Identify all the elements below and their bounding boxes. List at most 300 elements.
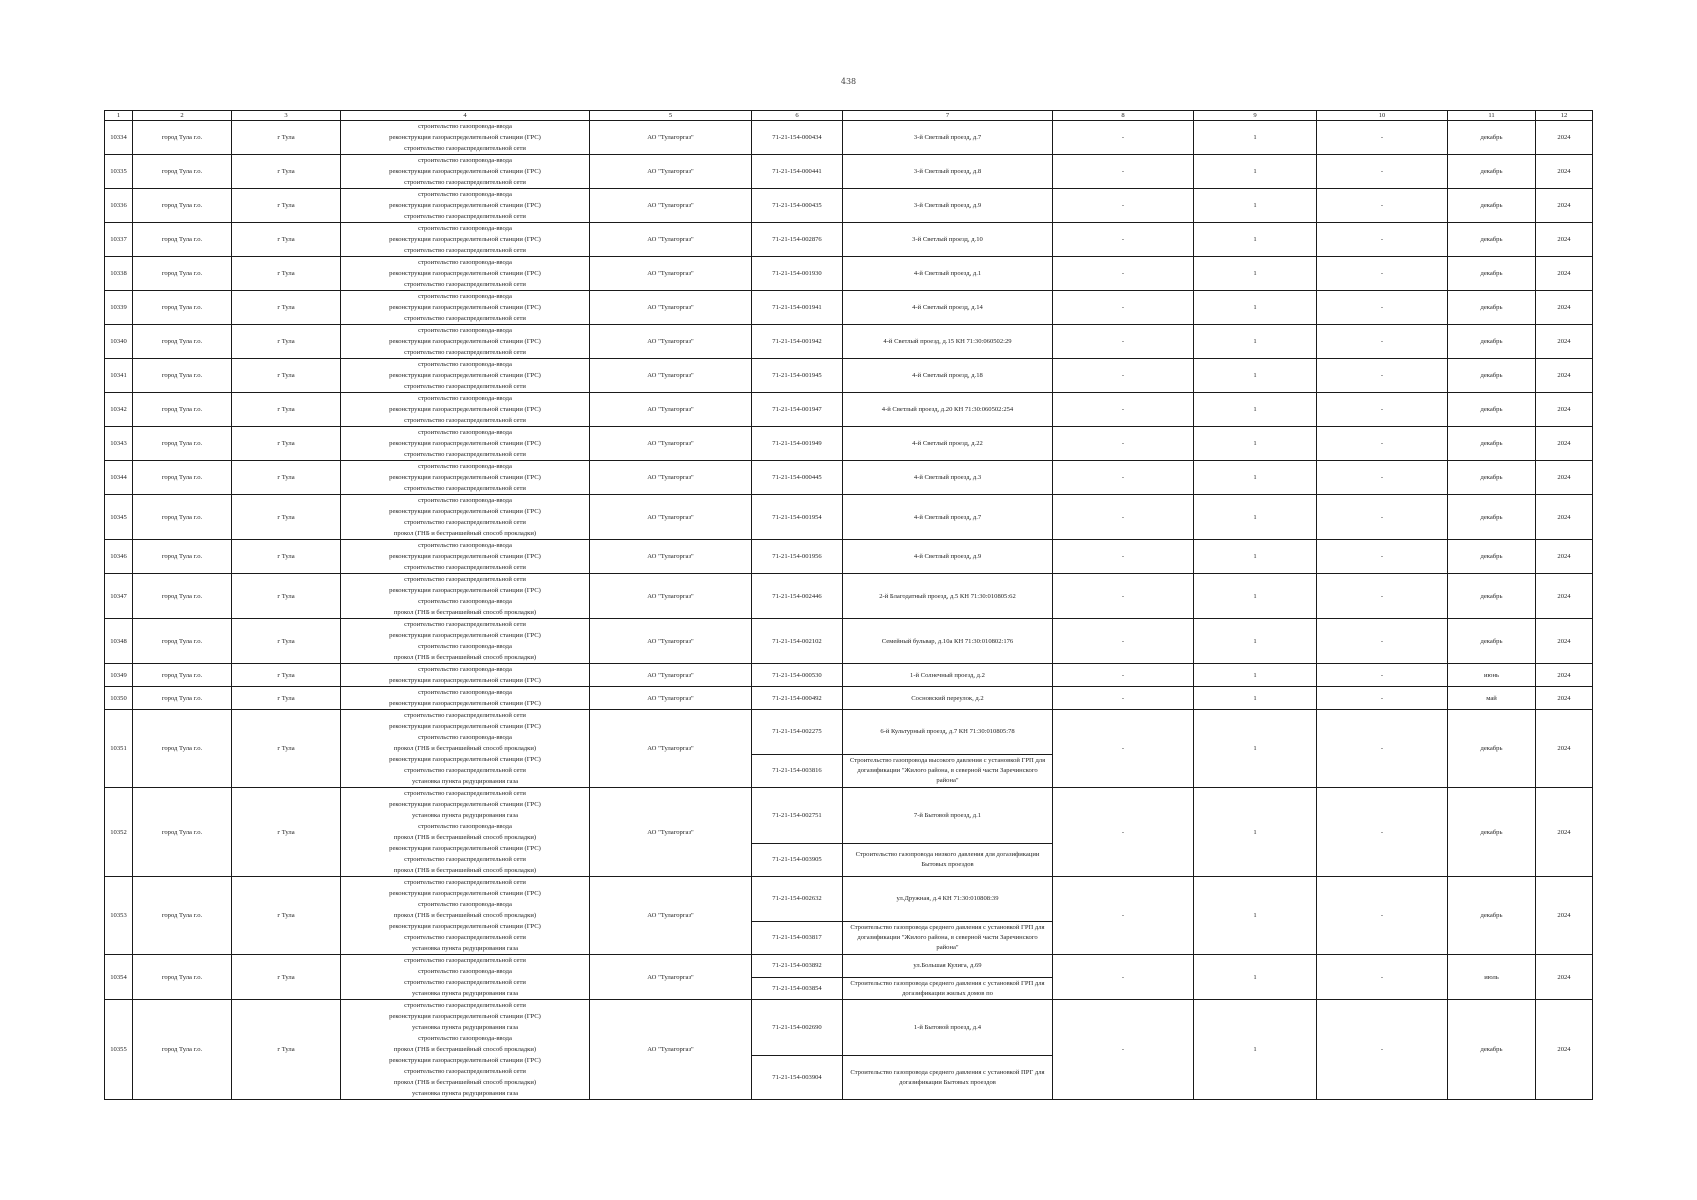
work-item: строительство газораспределительной сети: [404, 417, 526, 424]
municipality: город Тула г.о.: [133, 540, 232, 574]
work-item: установка пункта редуцирования газа: [411, 945, 519, 952]
work-item: прокол (ГНБ и бестраншейный способ прокладки): [393, 867, 537, 874]
works-list: [341, 687, 590, 710]
col-9-value: 1: [1194, 877, 1317, 955]
work-item: прокол (ГНБ и бестраншейный способ прокладки): [393, 1079, 537, 1086]
work-item: реконструкция газораспределительной станции (ГРС): [389, 168, 541, 175]
completion-year: 2024: [1536, 664, 1593, 687]
work-item: строительство газопровода-ввода: [418, 666, 512, 673]
municipality: город Тула г.о.: [133, 427, 232, 461]
col-10-value: -: [1317, 155, 1448, 189]
work-item: реконструкция газораспределительной станции (ГРС): [389, 270, 541, 277]
work-item: реконструкция газораспределительной станции (ГРС): [389, 700, 541, 707]
work-item: строительство газораспределительной сети: [404, 957, 526, 964]
object-code-stack: [752, 788, 842, 876]
work-item: строительство газораспределительной сети: [404, 519, 526, 526]
col-8-value: -: [1053, 155, 1194, 189]
row-number: 10334: [105, 121, 133, 155]
settlement: г Тула: [232, 788, 341, 877]
work-item: строительство газопровода-ввода: [418, 123, 512, 130]
completion-month: июль: [1448, 955, 1536, 1000]
object-code: 71-21-154-002876: [752, 223, 843, 257]
table-row: [105, 325, 1593, 359]
work-item: прокол (ГНБ и бестраншейный способ прокладки): [393, 530, 537, 537]
object-address-stack: [843, 1000, 1052, 1099]
municipality: город Тула г.о.: [133, 877, 232, 955]
col-10-value: -: [1317, 495, 1448, 540]
work-item: реконструкция газораспределительной станции (ГРС): [389, 134, 541, 141]
work-item: реконструкция газораспределительной станции (ГРС): [389, 553, 541, 560]
table-row: [105, 155, 1593, 189]
completion-month: июнь: [1448, 664, 1536, 687]
table-row: [105, 121, 1593, 155]
table-row: [105, 664, 1593, 687]
completion-year: 2024: [1536, 877, 1593, 955]
object-code: 71-21-154-000445: [752, 461, 843, 495]
object-address-cell: [843, 955, 1053, 1000]
object-address: Строительство газопровода низкого давления для догазификации Бытовых проездов: [843, 843, 1052, 876]
object-code-stack: [752, 877, 842, 954]
gas-works-table: [104, 110, 1593, 1100]
organization: АО "Тулагоргаз": [590, 427, 752, 461]
col-9-value: 1: [1194, 788, 1317, 877]
object-code: 71-21-154-002690: [772, 1023, 822, 1031]
header-col-11: 11: [1448, 111, 1536, 121]
work-item: реконструкция газораспределительной станции (ГРС): [389, 845, 541, 852]
municipality: город Тула г.о.: [133, 664, 232, 687]
col-9-value: 1: [1194, 325, 1317, 359]
object-address: 4-й Светлый проезд, д.7: [843, 495, 1053, 540]
row-number: 10335: [105, 155, 133, 189]
row-number: 10344: [105, 461, 133, 495]
work-item: строительство газопровода-ввода: [418, 689, 512, 696]
works-list: [341, 574, 590, 619]
work-item: реконструкция газораспределительной станции (ГРС): [389, 236, 541, 243]
col-8-value: -: [1053, 121, 1194, 155]
municipality: город Тула г.о.: [133, 359, 232, 393]
object-address: 3-й Светлый проезд, д.8: [843, 155, 1053, 189]
work-item: реконструкция газораспределительной станции (ГРС): [389, 440, 541, 447]
object-address: 7-й Бытовой проезд, д.1: [913, 811, 982, 819]
object-code: 71-21-154-003905: [752, 843, 842, 876]
col-10-value: -: [1317, 710, 1448, 788]
col-10-value: -: [1317, 574, 1448, 619]
object-address: 4-й Светлый проезд, д.14: [843, 291, 1053, 325]
settlement: г Тула: [232, 359, 341, 393]
municipality: город Тула г.о.: [133, 189, 232, 223]
col-9-value: 1: [1194, 687, 1317, 710]
table-row: [105, 619, 1593, 664]
row-number: 10346: [105, 540, 133, 574]
table-row: [105, 461, 1593, 495]
col-10-value: -: [1317, 540, 1448, 574]
municipality: город Тула г.о.: [133, 257, 232, 291]
object-address: 3-й Светлый проезд, д.10: [843, 223, 1053, 257]
work-item: строительство газопровода-ввода: [418, 643, 512, 650]
row-number: 10340: [105, 325, 133, 359]
municipality: город Тула г.о.: [133, 1000, 232, 1100]
completion-month: декабрь: [1448, 574, 1536, 619]
work-item: строительство газопровода-ввода: [418, 901, 512, 908]
settlement: г Тула: [232, 574, 341, 619]
completion-year: 2024: [1536, 257, 1593, 291]
object-address: 4-й Светлый проезд, д.18: [843, 359, 1053, 393]
organization: АО "Тулагоргаз": [590, 393, 752, 427]
object-code: 71-21-154-002446: [752, 574, 843, 619]
work-item: реконструкция газораспределительной станции (ГРС): [389, 801, 541, 808]
work-item: строительство газораспределительной сети: [404, 790, 526, 797]
header-col-1: 1: [105, 111, 133, 121]
col-10-value: -: [1317, 359, 1448, 393]
completion-year: 2024: [1536, 427, 1593, 461]
organization: АО "Тулагоргаз": [590, 687, 752, 710]
works-list: [341, 121, 590, 155]
object-address: 1-й Солнечный проезд, д.2: [843, 664, 1053, 687]
completion-month: декабрь: [1448, 461, 1536, 495]
object-address: Строительство газопровода среднего давления с установкой ПРГ для догазификации Бытовых проездов: [843, 1055, 1052, 1099]
work-item: строительство газораспределительной сети: [404, 1068, 526, 1075]
header-col-5: 5: [590, 111, 752, 121]
completion-year: 2024: [1536, 291, 1593, 325]
object-code: 71-21-154-001942: [752, 325, 843, 359]
organization: АО "Тулагоргаз": [590, 664, 752, 687]
object-address: 2-й Благодатный проезд, д.5 КН 71:30:010805:62: [843, 574, 1053, 619]
table-row: [105, 1000, 1593, 1100]
completion-month: декабрь: [1448, 427, 1536, 461]
work-item: строительство газораспределительной сети: [404, 247, 526, 254]
col-10-value: -: [1317, 687, 1448, 710]
settlement: г Тула: [232, 710, 341, 788]
col-9-value: 1: [1194, 955, 1317, 1000]
settlement: г Тула: [232, 540, 341, 574]
object-code: 71-21-154-002275: [772, 728, 822, 735]
work-item: строительство газопровода-ввода: [418, 734, 512, 741]
settlement: г Тула: [232, 325, 341, 359]
object-code: 71-21-154-001945: [752, 359, 843, 393]
col-10-value: -: [1317, 664, 1448, 687]
object-code-cell: [752, 710, 843, 788]
work-item: реконструкция газораспределительной станции (ГРС): [389, 677, 541, 684]
object-code-stack: [752, 710, 842, 787]
organization: АО "Тулагоргаз": [590, 877, 752, 955]
work-item: прокол (ГНБ и бестраншейный способ прокладки): [393, 609, 537, 616]
work-item: строительство газопровода-ввода: [418, 1035, 512, 1042]
table-row: [105, 291, 1593, 325]
work-item: реконструкция газораспределительной станции (ГРС): [389, 508, 541, 515]
work-item: строительство газопровода-ввода: [418, 157, 512, 164]
completion-year: 2024: [1536, 495, 1593, 540]
table-row: [105, 877, 1593, 955]
object-code: 71-21-154-003892: [772, 962, 822, 969]
header-col-9: 9: [1194, 111, 1317, 121]
municipality: город Тула г.о.: [133, 687, 232, 710]
work-item: строительство газораспределительной сети: [404, 767, 526, 774]
completion-month: декабрь: [1448, 325, 1536, 359]
organization: АО "Тулагоргаз": [590, 574, 752, 619]
works-list: [341, 359, 590, 393]
object-code: 71-21-154-002751: [772, 811, 822, 819]
page-number: 438: [840, 77, 857, 86]
col-10-value: -: [1317, 257, 1448, 291]
col-10-value: -: [1317, 955, 1448, 1000]
settlement: г Тула: [232, 291, 341, 325]
completion-year: 2024: [1536, 121, 1593, 155]
completion-month: декабрь: [1448, 877, 1536, 955]
object-code: 71-21-154-003817: [752, 921, 842, 954]
completion-month: май: [1448, 687, 1536, 710]
row-number: 10342: [105, 393, 133, 427]
organization: АО "Тулагоргаз": [590, 710, 752, 788]
municipality: город Тула г.о.: [133, 788, 232, 877]
completion-month: декабрь: [1448, 495, 1536, 540]
col-9-value: 1: [1194, 540, 1317, 574]
work-item: реконструкция газораспределительной станции (ГРС): [389, 587, 541, 594]
col-10-value: -: [1317, 461, 1448, 495]
col-8-value: -: [1053, 257, 1194, 291]
col-10-value: -: [1317, 619, 1448, 664]
col-9-value: 1: [1194, 619, 1317, 664]
works-list: [341, 619, 590, 664]
col-9-value: 1: [1194, 461, 1317, 495]
work-item: реконструкция газораспределительной станции (ГРС): [389, 632, 541, 639]
completion-month: декабрь: [1448, 223, 1536, 257]
work-item: строительство газопровода-ввода: [418, 542, 512, 549]
work-item: установка пункта редуцирования газа: [411, 1090, 519, 1097]
work-item: строительство газораспределительной сети: [404, 979, 526, 986]
works-list: [341, 710, 590, 788]
settlement: г Тула: [232, 427, 341, 461]
col-10-value: -: [1317, 427, 1448, 461]
completion-year: 2024: [1536, 393, 1593, 427]
object-address: 6-й Культурный проезд, д.7 КН 71:30:010805:78: [880, 728, 1015, 735]
row-number: 10348: [105, 619, 133, 664]
object-address: 4-й Светлый проезд, д.20 КН 71:30:060502:254: [843, 393, 1053, 427]
work-item: строительство газопровода-ввода: [418, 225, 512, 232]
organization: АО "Тулагоргаз": [590, 189, 752, 223]
settlement: г Тула: [232, 393, 341, 427]
col-10-value: -: [1317, 223, 1448, 257]
col-8-value: -: [1053, 495, 1194, 540]
object-code: 71-21-154-001941: [752, 291, 843, 325]
organization: АО "Тулагоргаз": [590, 955, 752, 1000]
works-list: [341, 155, 590, 189]
works-list: [341, 495, 590, 540]
col-8-value: -: [1053, 393, 1194, 427]
col-8-value: -: [1053, 291, 1194, 325]
object-code-cell: [752, 955, 843, 1000]
object-code: 71-21-154-003816: [752, 754, 842, 787]
object-address: Строительство газопровода среднего давления с установкой ГРП для догазификации "Жилого района, в северной части Заречинского района": [843, 921, 1052, 954]
work-item: строительство газораспределительной сети: [404, 1002, 526, 1009]
completion-year: 2024: [1536, 955, 1593, 1000]
work-item: прокол (ГНБ и бестраншейный способ прокладки): [393, 1046, 537, 1053]
completion-year: 2024: [1536, 359, 1593, 393]
object-code: 71-21-154-000441: [752, 155, 843, 189]
work-item: строительство газопровода-ввода: [418, 327, 512, 334]
object-address-stack: [843, 788, 1052, 876]
object-code: 71-21-154-001956: [752, 540, 843, 574]
organization: АО "Тулагоргаз": [590, 257, 752, 291]
work-item: строительство газораспределительной сети: [404, 621, 526, 628]
completion-month: декабрь: [1448, 393, 1536, 427]
work-item: прокол (ГНБ и бестраншейный способ прокладки): [393, 654, 537, 661]
settlement: г Тула: [232, 121, 341, 155]
work-item: реконструкция газораспределительной станции (ГРС): [389, 304, 541, 311]
col-10-value: -: [1317, 1000, 1448, 1100]
municipality: город Тула г.о.: [133, 291, 232, 325]
municipality: город Тула г.о.: [133, 393, 232, 427]
col-9-value: 1: [1194, 393, 1317, 427]
work-item: строительство газораспределительной сети: [404, 879, 526, 886]
settlement: г Тула: [232, 461, 341, 495]
col-9-value: 1: [1194, 495, 1317, 540]
works-list: [341, 540, 590, 574]
work-item: реконструкция газораспределительной станции (ГРС): [389, 1013, 541, 1020]
col-9-value: 1: [1194, 1000, 1317, 1100]
work-item: строительство газопровода-ввода: [418, 497, 512, 504]
col-9-value: 1: [1194, 257, 1317, 291]
organization: АО "Тулагоргаз": [590, 359, 752, 393]
organization: АО "Тулагоргаз": [590, 291, 752, 325]
work-item: реконструкция газораспределительной станции (ГРС): [389, 923, 541, 930]
municipality: город Тула г.о.: [133, 155, 232, 189]
settlement: г Тула: [232, 1000, 341, 1100]
works-list: [341, 955, 590, 1000]
header-col-6: 6: [752, 111, 843, 121]
work-item: строительство газораспределительной сети: [404, 145, 526, 152]
object-code-stack: [752, 955, 842, 999]
organization: АО "Тулагоргаз": [590, 788, 752, 877]
col-9-value: 1: [1194, 664, 1317, 687]
completion-month: декабрь: [1448, 788, 1536, 877]
municipality: город Тула г.о.: [133, 325, 232, 359]
row-number: 10336: [105, 189, 133, 223]
settlement: г Тула: [232, 223, 341, 257]
organization: АО "Тулагоргаз": [590, 619, 752, 664]
col-8-value: -: [1053, 710, 1194, 788]
object-code: 71-21-154-001954: [752, 495, 843, 540]
table-row: [105, 574, 1593, 619]
object-address-stack: [843, 877, 1052, 954]
completion-month: декабрь: [1448, 121, 1536, 155]
completion-year: 2024: [1536, 788, 1593, 877]
row-number: 10338: [105, 257, 133, 291]
row-number: 10347: [105, 574, 133, 619]
settlement: г Тула: [232, 155, 341, 189]
col-8-value: -: [1053, 877, 1194, 955]
work-item: строительство газораспределительной сети: [404, 349, 526, 356]
col-8-value: -: [1053, 574, 1194, 619]
completion-month: декабрь: [1448, 540, 1536, 574]
col-10-value: -: [1317, 189, 1448, 223]
row-number: 10352: [105, 788, 133, 877]
object-address: Строительство газопровода высокого давления с установкой ГРП для догазификации "Жилого района, в северной части Заречинского района": [843, 754, 1052, 787]
settlement: г Тула: [232, 619, 341, 664]
municipality: город Тула г.о.: [133, 121, 232, 155]
object-address: 4-й Светлый проезд, д.15 КН 71:30:060502:29: [843, 325, 1053, 359]
works-list: [341, 223, 590, 257]
completion-year: 2024: [1536, 710, 1593, 788]
work-item: строительство газопровода-ввода: [418, 968, 512, 975]
col-10-value: -: [1317, 325, 1448, 359]
col-10-value: -: [1317, 121, 1448, 155]
header-col-2: 2: [133, 111, 232, 121]
work-item: строительство газораспределительной сети: [404, 485, 526, 492]
completion-year: 2024: [1536, 325, 1593, 359]
col-9-value: 1: [1194, 223, 1317, 257]
object-address-cell: [843, 710, 1053, 788]
header-col-12: 12: [1536, 111, 1593, 121]
work-item: строительство газопровода-ввода: [418, 429, 512, 436]
object-code: 71-21-154-000492: [752, 687, 843, 710]
work-item: строительство газораспределительной сети: [404, 315, 526, 322]
object-address-cell: [843, 1000, 1053, 1100]
work-item: прокол (ГНБ и бестраншейный способ прокладки): [393, 912, 537, 919]
work-item: строительство газораспределительной сети: [404, 856, 526, 863]
work-item: реконструкция газораспределительной станции (ГРС): [389, 202, 541, 209]
work-item: реконструкция газораспределительной станции (ГРС): [389, 474, 541, 481]
row-number: 10353: [105, 877, 133, 955]
work-item: строительство газораспределительной сети: [404, 934, 526, 941]
table-row: [105, 955, 1593, 1000]
object-address: 4-й Светлый проезд, д.22: [843, 427, 1053, 461]
work-item: строительство газопровода-ввода: [418, 361, 512, 368]
row-number: 10343: [105, 427, 133, 461]
work-item: строительство газораспределительной сети: [404, 383, 526, 390]
header-col-3: 3: [232, 111, 341, 121]
completion-month: декабрь: [1448, 257, 1536, 291]
organization: АО "Тулагоргаз": [590, 155, 752, 189]
object-address: 4-й Светлый проезд, д.3: [843, 461, 1053, 495]
col-10-value: -: [1317, 877, 1448, 955]
work-item: реконструкция газораспределительной станции (ГРС): [389, 338, 541, 345]
organization: АО "Тулагоргаз": [590, 495, 752, 540]
work-item: строительство газораспределительной сети: [404, 451, 526, 458]
object-code: 71-21-154-001949: [752, 427, 843, 461]
completion-month: декабрь: [1448, 1000, 1536, 1100]
completion-year: 2024: [1536, 619, 1593, 664]
table-row: [105, 359, 1593, 393]
object-address: 1-й Бытовой проезд, д.4: [913, 1023, 982, 1031]
work-item: реконструкция газораспределительной станции (ГРС): [389, 372, 541, 379]
col-8-value: -: [1053, 664, 1194, 687]
table-row: [105, 189, 1593, 223]
work-item: строительство газопровода-ввода: [418, 463, 512, 470]
settlement: г Тула: [232, 955, 341, 1000]
work-item: установка пункта редуцирования газа: [411, 778, 519, 785]
col-8-value: -: [1053, 325, 1194, 359]
header-col-4: 4: [341, 111, 590, 121]
col-10-value: -: [1317, 393, 1448, 427]
completion-month: декабрь: [1448, 359, 1536, 393]
organization: АО "Тулагоргаз": [590, 1000, 752, 1100]
col-9-value: 1: [1194, 121, 1317, 155]
col-8-value: -: [1053, 540, 1194, 574]
object-address: ул.Дружная, д.4 КН 71:30:010808:39: [896, 895, 999, 902]
object-code: 71-21-154-001930: [752, 257, 843, 291]
work-item: строительство газопровода-ввода: [418, 823, 512, 830]
settlement: г Тула: [232, 495, 341, 540]
table-row: [105, 427, 1593, 461]
object-code: 71-21-154-000434: [752, 121, 843, 155]
object-address: 3-й Светлый проезд, д.7: [843, 121, 1053, 155]
work-item: реконструкция газораспределительной станции (ГРС): [389, 406, 541, 413]
works-list: [341, 325, 590, 359]
object-code-stack: [752, 1000, 842, 1099]
completion-month: декабрь: [1448, 291, 1536, 325]
object-address: ул.Большая Кулига, д.69: [913, 962, 982, 969]
col-9-value: 1: [1194, 574, 1317, 619]
